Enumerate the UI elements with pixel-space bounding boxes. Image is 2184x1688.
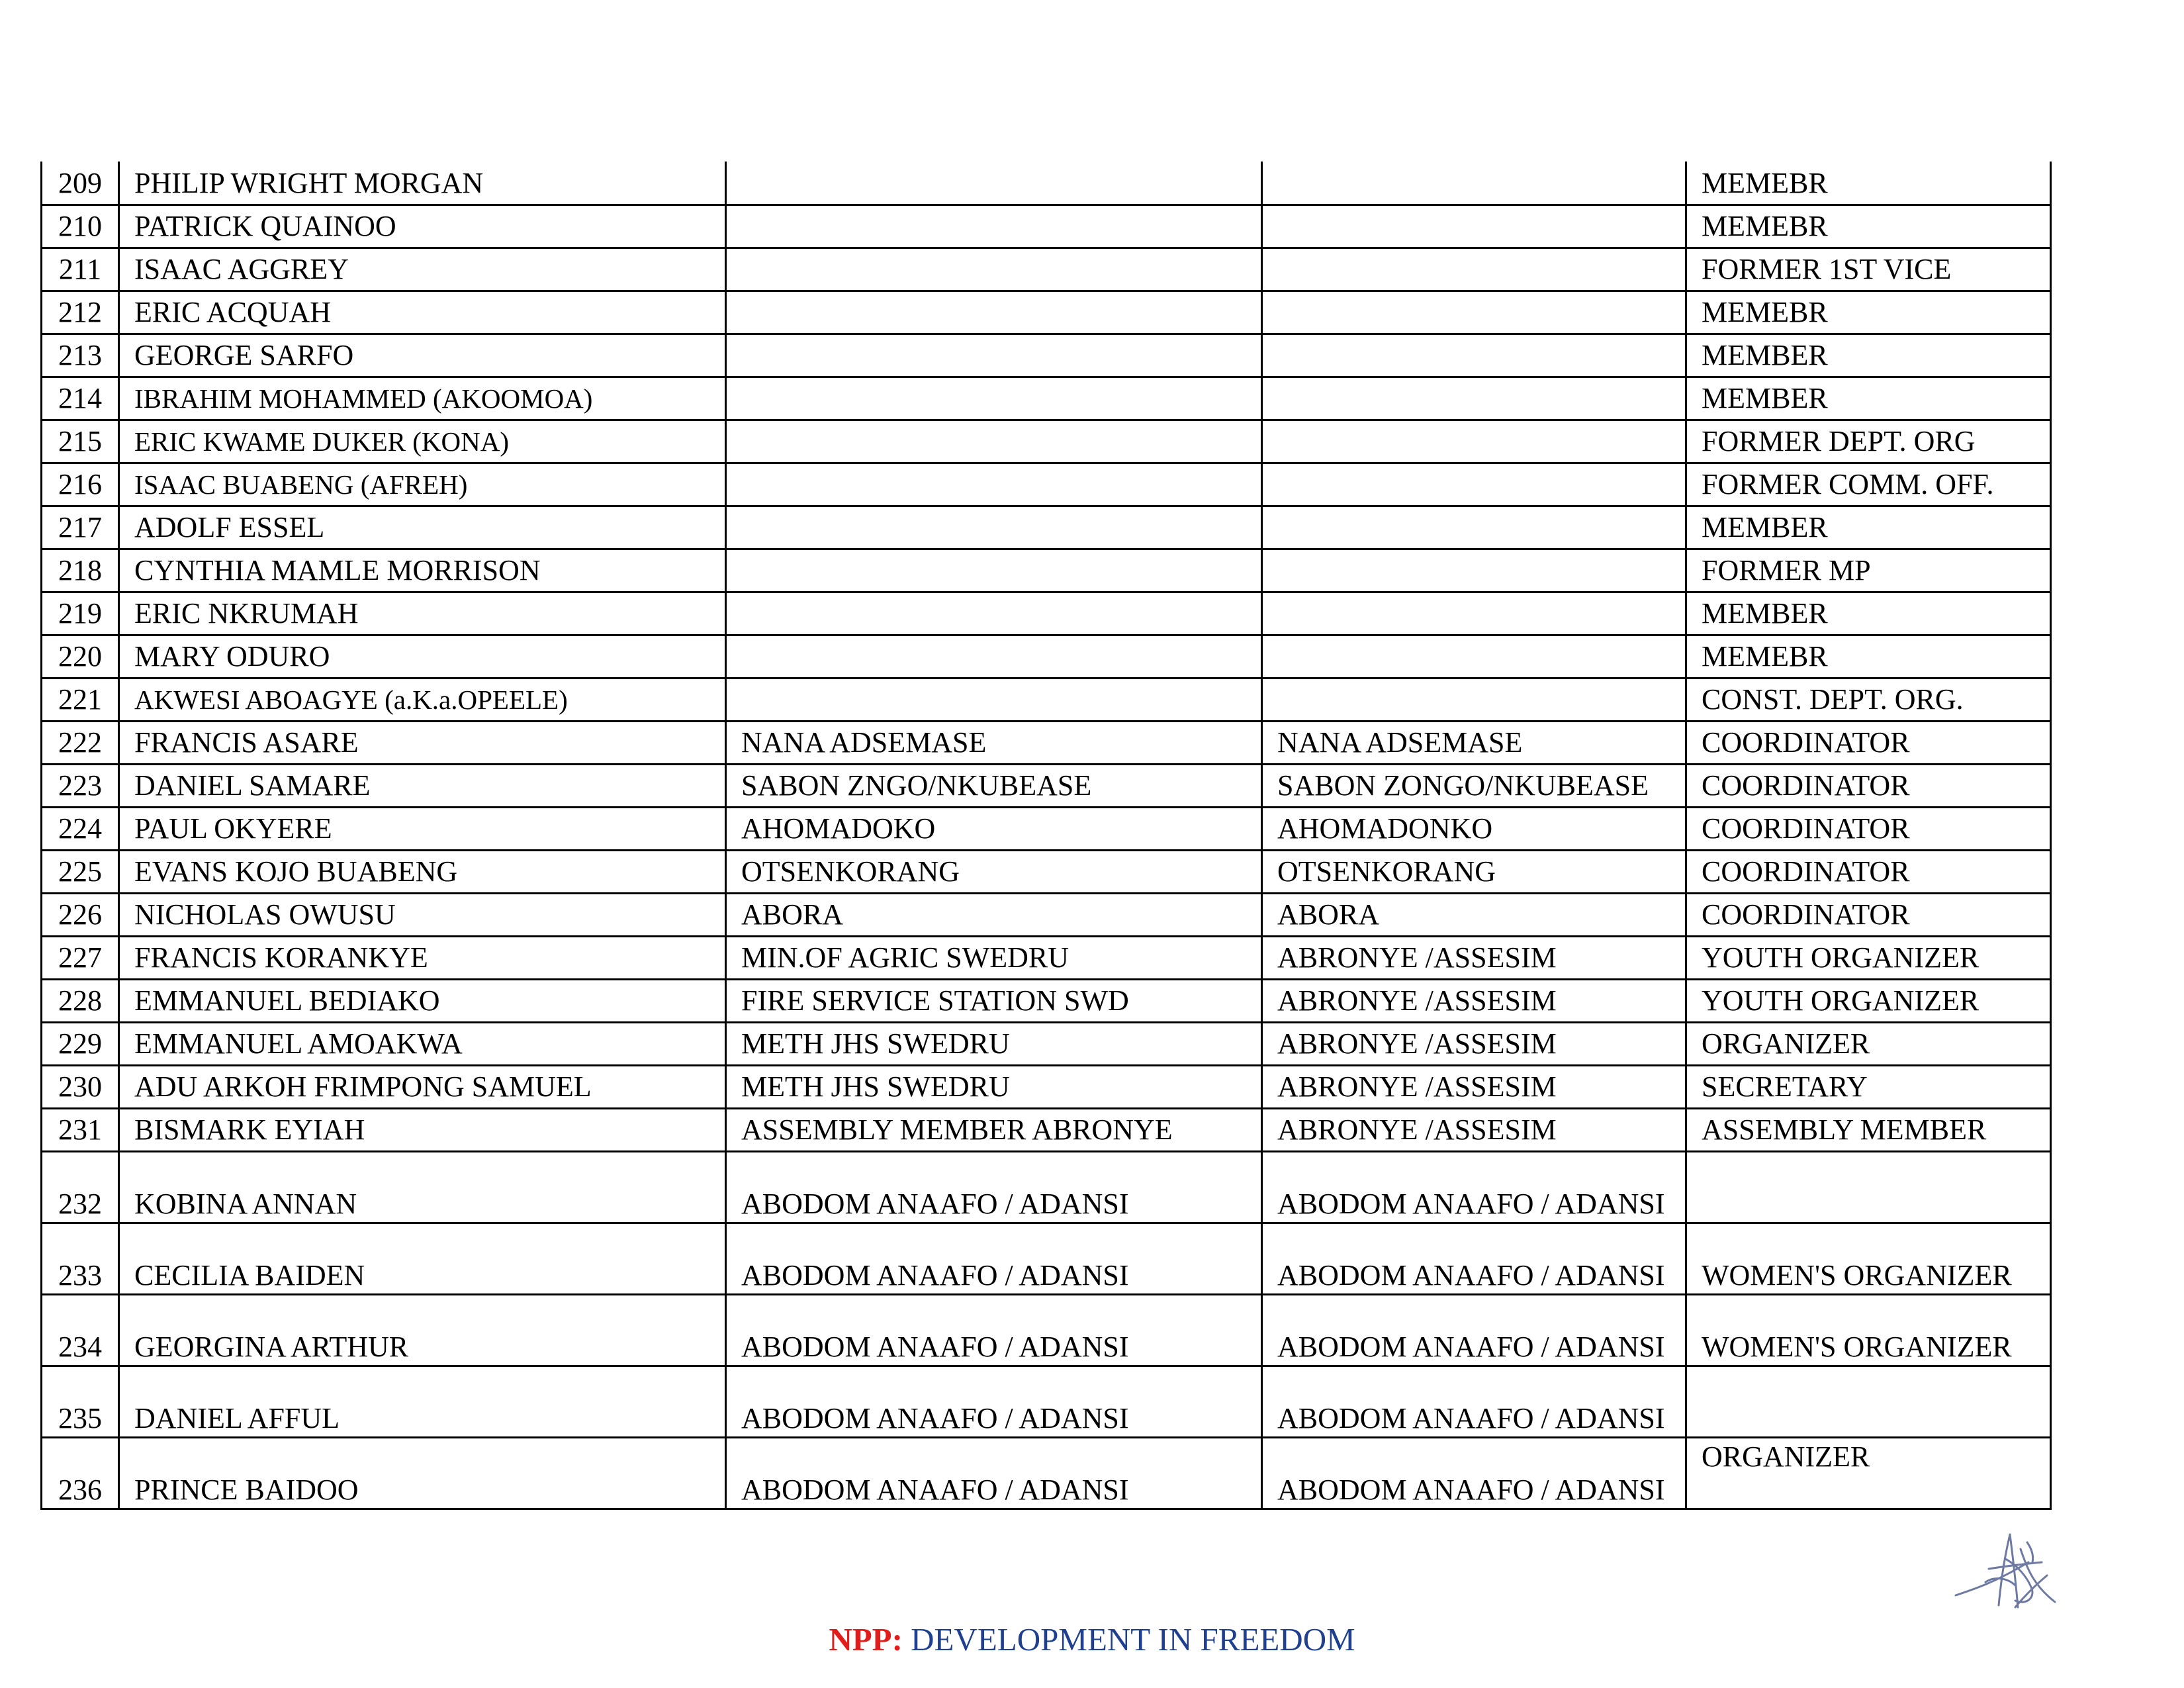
cell-serial-number: [42, 248, 119, 291]
table-row: [42, 334, 2051, 377]
cell-serial-number: [42, 721, 119, 764]
cell-name: [119, 205, 726, 248]
cell-name-text: KOBINA ANNAN: [134, 1187, 357, 1220]
cell-name-text: PRINCE BAIDOO: [134, 1473, 359, 1506]
cell-polling-station-text: ABODOM ANAAFO / ADANSI: [1277, 1473, 1665, 1506]
table-row: [42, 1151, 2051, 1223]
cell-name-text: ERIC NKRUMAH: [134, 596, 359, 630]
cell-name-text: EVANS KOJO BUABENG: [134, 855, 458, 888]
cell-location: [726, 635, 1262, 678]
cell-position-text: FORMER COMM. OFF.: [1702, 467, 1994, 500]
cell-name-text: MARY ODURO: [134, 639, 330, 673]
cell-serial-number: [42, 420, 119, 463]
cell-position: [1686, 1294, 2051, 1366]
cell-position: [1686, 678, 2051, 721]
cell-position: [1686, 936, 2051, 979]
cell-location: [726, 162, 1262, 205]
cell-polling-station: [1262, 506, 1686, 549]
cell-serial-number: [42, 1108, 119, 1151]
cell-polling-station-text: ABORA: [1277, 898, 1380, 931]
cell-position: [1686, 205, 2051, 248]
table-row: [42, 678, 2051, 721]
cell-name-text: DANIEL AFFUL: [134, 1401, 340, 1434]
cell-serial-number-text: 231: [58, 1113, 102, 1146]
cell-polling-station-text: ABODOM ANAAFO / ADANSI: [1277, 1187, 1665, 1220]
cell-polling-station-text: ABRONYE /ASSESIM: [1277, 1113, 1557, 1146]
cell-polling-station: [1262, 162, 1686, 205]
table-row: [42, 936, 2051, 979]
cell-position: [1686, 334, 2051, 377]
cell-polling-station: [1262, 1366, 1686, 1437]
cell-name: [119, 1151, 726, 1223]
cell-position: [1686, 850, 2051, 893]
table-row: [42, 506, 2051, 549]
cell-name-text: GEORGINA ARTHUR: [134, 1330, 409, 1363]
cell-polling-station-text: AHOMADONKO: [1277, 812, 1493, 845]
table-row: [42, 979, 2051, 1022]
cell-location: [726, 506, 1262, 549]
cell-location: [726, 1294, 1262, 1366]
cell-serial-number-text: 215: [58, 424, 102, 457]
cell-polling-station: [1262, 1065, 1686, 1108]
cell-polling-station: [1262, 764, 1686, 807]
cell-position: [1686, 506, 2051, 549]
cell-name: [119, 506, 726, 549]
cell-serial-number: [42, 1065, 119, 1108]
cell-location-text: METH JHS SWEDRU: [741, 1070, 1010, 1103]
cell-location-text: AHOMADOKO: [741, 812, 936, 845]
cell-position-text: MEMBER: [1702, 596, 1828, 630]
cell-serial-number: [42, 936, 119, 979]
cell-location: [726, 377, 1262, 420]
cell-location-text: ABODOM ANAAFO / ADANSI: [741, 1187, 1129, 1220]
cell-position: [1686, 721, 2051, 764]
cell-serial-number: [42, 850, 119, 893]
table-row: [42, 205, 2051, 248]
table-row: [42, 635, 2051, 678]
cell-serial-number-text: 234: [58, 1330, 102, 1363]
cell-name: [119, 1223, 726, 1294]
cell-position: [1686, 248, 2051, 291]
cell-polling-station-text: ABODOM ANAAFO / ADANSI: [1277, 1401, 1665, 1434]
cell-polling-station: [1262, 205, 1686, 248]
cell-name: [119, 162, 726, 205]
cell-serial-number-text: 218: [58, 553, 102, 586]
table-row: [42, 248, 2051, 291]
table-row: [42, 1294, 2051, 1366]
cell-name-text: ERIC KWAME DUKER (KONA): [134, 426, 509, 457]
table-row: [42, 764, 2051, 807]
cell-name-text: AKWESI ABOAGYE (a.K.a.OPEELE): [134, 684, 568, 715]
table-row: [42, 1223, 2051, 1294]
cell-name: [119, 979, 726, 1022]
cell-name-text: DANIEL SAMARE: [134, 769, 371, 802]
cell-polling-station: [1262, 635, 1686, 678]
cell-polling-station-text: ABRONYE /ASSESIM: [1277, 941, 1557, 974]
cell-serial-number-text: 213: [58, 338, 102, 371]
table-row: [42, 1022, 2051, 1065]
cell-position-text: CONST. DEPT. ORG.: [1702, 682, 1964, 716]
table-row: [42, 377, 2051, 420]
table-row: [42, 420, 2051, 463]
cell-location: [726, 979, 1262, 1022]
table-row: [42, 162, 2051, 205]
table-row: [42, 1108, 2051, 1151]
table-row: [42, 549, 2051, 592]
cell-location: [726, 721, 1262, 764]
cell-name: [119, 1437, 726, 1509]
signature-mark: [1949, 1523, 2062, 1622]
cell-position: [1686, 463, 2051, 506]
cell-name-text: ISAAC BUABENG (AFREH): [134, 469, 468, 500]
cell-location-text: METH JHS SWEDRU: [741, 1027, 1010, 1060]
cell-polling-station-text: ABRONYE /ASSESIM: [1277, 1070, 1557, 1103]
cell-location-text: ABODOM ANAAFO / ADANSI: [741, 1258, 1129, 1291]
cell-location-text: MIN.OF AGRIC SWEDRU: [741, 941, 1069, 974]
cell-location: [726, 420, 1262, 463]
cell-position-text: WOMEN'S ORGANIZER: [1702, 1258, 2012, 1291]
table-row: [42, 893, 2051, 936]
cell-polling-station: [1262, 1437, 1686, 1509]
cell-name: [119, 1294, 726, 1366]
cell-serial-number-text: 230: [58, 1070, 102, 1103]
cell-location-text: NANA ADSEMASE: [741, 726, 987, 759]
cell-serial-number: [42, 291, 119, 334]
cell-serial-number-text: 227: [58, 941, 102, 974]
cell-name-text: PHILIP WRIGHT MORGAN: [134, 166, 484, 199]
cell-location-text: ABORA: [741, 898, 844, 931]
cell-location: [726, 1437, 1262, 1509]
cell-position: [1686, 291, 2051, 334]
cell-location: [726, 1065, 1262, 1108]
cell-name-text: BISMARK EYIAH: [134, 1113, 365, 1146]
cell-name: [119, 936, 726, 979]
cell-location: [726, 1151, 1262, 1223]
cell-serial-number-text: 228: [58, 984, 102, 1017]
table-row: [42, 291, 2051, 334]
cell-polling-station: [1262, 893, 1686, 936]
cell-name: [119, 248, 726, 291]
cell-serial-number: [42, 807, 119, 850]
cell-polling-station-text: ABRONYE /ASSESIM: [1277, 984, 1557, 1017]
cell-serial-number-text: 212: [58, 295, 102, 328]
cell-location: [726, 248, 1262, 291]
cell-position: [1686, 549, 2051, 592]
cell-position: [1686, 592, 2051, 635]
cell-serial-number-text: 211: [58, 252, 102, 285]
cell-serial-number-text: 209: [58, 166, 102, 199]
cell-position-text: COORDINATOR: [1702, 898, 1910, 931]
cell-position: [1686, 635, 2051, 678]
cell-polling-station: [1262, 807, 1686, 850]
cell-position-text: MEMEBR: [1702, 295, 1828, 328]
cell-position: [1686, 1065, 2051, 1108]
cell-serial-number: [42, 549, 119, 592]
cell-location: [726, 463, 1262, 506]
cell-serial-number-text: 225: [58, 855, 102, 888]
cell-name: [119, 893, 726, 936]
cell-serial-number: [42, 377, 119, 420]
cell-location-text: ABODOM ANAAFO / ADANSI: [741, 1330, 1129, 1363]
cell-name: [119, 463, 726, 506]
cell-name: [119, 1366, 726, 1437]
cell-name-text: EMMANUEL BEDIAKO: [134, 984, 440, 1017]
cell-position-text: MEMBER: [1702, 381, 1828, 414]
cell-serial-number-text: 222: [58, 726, 102, 759]
cell-polling-station: [1262, 850, 1686, 893]
cell-name-text: PAUL OKYERE: [134, 812, 332, 845]
cell-name-text: EMMANUEL AMOAKWA: [134, 1027, 463, 1060]
cell-serial-number-text: 235: [58, 1401, 102, 1434]
cell-polling-station: [1262, 721, 1686, 764]
cell-position-text: WOMEN'S ORGANIZER: [1702, 1330, 2012, 1363]
cell-position-text: COORDINATOR: [1702, 812, 1910, 845]
cell-polling-station: [1262, 1294, 1686, 1366]
cell-polling-station: [1262, 592, 1686, 635]
cell-position-text: MEMBER: [1702, 338, 1828, 371]
cell-name: [119, 807, 726, 850]
cell-name: [119, 1108, 726, 1151]
cell-position-text: COORDINATOR: [1702, 769, 1910, 802]
cell-name: [119, 377, 726, 420]
cell-serial-number-text: 226: [58, 898, 102, 931]
cell-polling-station-text: ABODOM ANAAFO / ADANSI: [1277, 1258, 1665, 1291]
cell-polling-station: [1262, 979, 1686, 1022]
cell-location: [726, 549, 1262, 592]
cell-name-text: IBRAHIM MOHAMMED (AKOOMOA): [134, 383, 593, 414]
cell-name-text: NICHOLAS OWUSU: [134, 898, 396, 931]
cell-location: [726, 291, 1262, 334]
cell-serial-number: [42, 592, 119, 635]
cell-name-text: GEORGE SARFO: [134, 338, 354, 371]
cell-name: [119, 635, 726, 678]
cell-position-text: MEMEBR: [1702, 209, 1828, 242]
footer-slogan: [0, 1620, 2184, 1658]
cell-name: [119, 592, 726, 635]
cell-polling-station-text: OTSENKORANG: [1277, 855, 1496, 888]
cell-polling-station: [1262, 678, 1686, 721]
cell-polling-station: [1262, 334, 1686, 377]
cell-name: [119, 1022, 726, 1065]
cell-serial-number-text: 232: [58, 1187, 102, 1220]
cell-serial-number-text: 233: [58, 1258, 102, 1291]
cell-position-text: FORMER 1ST VICE: [1702, 252, 1952, 285]
cell-name-text: FRANCIS KORANKYE: [134, 941, 428, 974]
cell-name-text: FRANCIS ASARE: [134, 726, 359, 759]
cell-serial-number: [42, 162, 119, 205]
cell-name: [119, 764, 726, 807]
cell-serial-number: [42, 678, 119, 721]
cell-name-text: ADOLF ESSEL: [134, 510, 325, 543]
cell-location-text: ABODOM ANAAFO / ADANSI: [741, 1473, 1129, 1506]
table-row: [42, 463, 2051, 506]
cell-serial-number: [42, 334, 119, 377]
cell-polling-station-text: SABON ZONGO/NKUBEASE: [1277, 769, 1649, 802]
cell-position-text: YOUTH ORGANIZER: [1702, 984, 1979, 1017]
cell-serial-number: [42, 635, 119, 678]
cell-polling-station-text: ABRONYE /ASSESIM: [1277, 1027, 1557, 1060]
cell-polling-station-text: NANA ADSEMASE: [1277, 726, 1523, 759]
cell-location: [726, 205, 1262, 248]
cell-position-text: COORDINATOR: [1702, 726, 1910, 759]
cell-location: [726, 807, 1262, 850]
cell-serial-number: [42, 1437, 119, 1509]
cell-serial-number: [42, 979, 119, 1022]
cell-serial-number-text: 224: [58, 812, 102, 845]
cell-location-text: OTSENKORANG: [741, 855, 960, 888]
cell-name-text: CECILIA BAIDEN: [134, 1258, 365, 1291]
cell-position: [1686, 893, 2051, 936]
cell-location: [726, 334, 1262, 377]
cell-name: [119, 334, 726, 377]
cell-serial-number-text: 216: [58, 467, 102, 500]
members-table-body: [42, 162, 2051, 1509]
cell-position: [1686, 807, 2051, 850]
cell-name-text: ISAAC AGGREY: [134, 252, 349, 285]
cell-polling-station: [1262, 1108, 1686, 1151]
cell-polling-station: [1262, 248, 1686, 291]
cell-location: [726, 1108, 1262, 1151]
cell-position: [1686, 377, 2051, 420]
cell-name: [119, 850, 726, 893]
cell-polling-station: [1262, 936, 1686, 979]
cell-position: [1686, 1437, 2051, 1509]
cell-position-text: FORMER DEPT. ORG: [1702, 424, 1976, 457]
table-row: [42, 850, 2051, 893]
members-table: [40, 162, 2052, 1510]
cell-position-text: MEMEBR: [1702, 639, 1828, 673]
table-row: [42, 1437, 2051, 1509]
cell-serial-number: [42, 764, 119, 807]
cell-name: [119, 1065, 726, 1108]
cell-serial-number: [42, 1022, 119, 1065]
cell-serial-number: [42, 893, 119, 936]
cell-serial-number-text: 223: [58, 769, 102, 802]
cell-serial-number: [42, 463, 119, 506]
cell-name-text: PATRICK QUAINOO: [134, 209, 396, 242]
cell-name-text: ERIC ACQUAH: [134, 295, 332, 328]
cell-serial-number-text: 220: [58, 639, 102, 673]
cell-serial-number-text: 219: [58, 596, 102, 630]
table-row: [42, 592, 2051, 635]
cell-location: [726, 850, 1262, 893]
cell-serial-number: [42, 1294, 119, 1366]
cell-position: [1686, 764, 2051, 807]
cell-polling-station: [1262, 1022, 1686, 1065]
cell-polling-station: [1262, 291, 1686, 334]
cell-location: [726, 592, 1262, 635]
cell-location: [726, 936, 1262, 979]
cell-name: [119, 721, 726, 764]
cell-position-text: FORMER MP: [1702, 553, 1871, 586]
cell-polling-station: [1262, 1223, 1686, 1294]
cell-position: [1686, 1022, 2051, 1065]
cell-position-text: COORDINATOR: [1702, 855, 1910, 888]
cell-polling-station-text: ABODOM ANAAFO / ADANSI: [1277, 1330, 1665, 1363]
cell-polling-station: [1262, 377, 1686, 420]
cell-serial-number: [42, 1151, 119, 1223]
footer-motto: DEVELOPMENT IN FREEDOM: [911, 1621, 1355, 1658]
cell-position: [1686, 162, 2051, 205]
cell-position: [1686, 1108, 2051, 1151]
cell-location: [726, 1022, 1262, 1065]
cell-serial-number-text: 236: [58, 1473, 102, 1506]
cell-serial-number-text: 221: [58, 682, 102, 716]
table-row: [42, 1065, 2051, 1108]
cell-polling-station: [1262, 463, 1686, 506]
cell-name: [119, 291, 726, 334]
cell-position-text: ORGANIZER: [1702, 1440, 1870, 1473]
cell-location-text: SABON ZNGO/NKUBEASE: [741, 769, 1092, 802]
cell-location-text: ABODOM ANAAFO / ADANSI: [741, 1401, 1129, 1434]
cell-position-text: ORGANIZER: [1702, 1027, 1870, 1060]
cell-serial-number-text: 210: [58, 209, 102, 242]
cell-position-text: MEMEBR: [1702, 166, 1828, 199]
cell-name: [119, 678, 726, 721]
cell-position: [1686, 979, 2051, 1022]
footer-party-name: NPP:: [829, 1621, 903, 1658]
cell-name: [119, 549, 726, 592]
cell-location: [726, 1223, 1262, 1294]
cell-location: [726, 764, 1262, 807]
cell-name-text: ADU ARKOH FRIMPONG SAMUEL: [134, 1070, 592, 1103]
cell-polling-station: [1262, 549, 1686, 592]
cell-location: [726, 893, 1262, 936]
cell-location: [726, 1366, 1262, 1437]
cell-serial-number: [42, 1223, 119, 1294]
cell-polling-station: [1262, 420, 1686, 463]
cell-location-text: FIRE SERVICE STATION SWD: [741, 984, 1129, 1017]
cell-serial-number: [42, 205, 119, 248]
cell-serial-number-text: 229: [58, 1027, 102, 1060]
cell-location-text: ASSEMBLY MEMBER ABRONYE: [741, 1113, 1173, 1146]
table-row: [42, 721, 2051, 764]
cell-serial-number-text: 217: [58, 510, 102, 543]
cell-location: [726, 678, 1262, 721]
cell-position-text: MEMBER: [1702, 510, 1828, 543]
cell-position: [1686, 420, 2051, 463]
cell-name-text: CYNTHIA MAMLE MORRISON: [134, 553, 541, 586]
cell-name: [119, 420, 726, 463]
cell-position: [1686, 1223, 2051, 1294]
table-row: [42, 1366, 2051, 1437]
cell-serial-number: [42, 506, 119, 549]
cell-position: [1686, 1151, 2051, 1223]
table-row: [42, 807, 2051, 850]
cell-position: [1686, 1366, 2051, 1437]
cell-serial-number: [42, 1366, 119, 1437]
cell-position-text: SECRETARY: [1702, 1070, 1868, 1103]
cell-position-text: YOUTH ORGANIZER: [1702, 941, 1979, 974]
cell-position-text: ASSEMBLY MEMBER: [1702, 1113, 1987, 1146]
cell-serial-number-text: 214: [58, 381, 102, 414]
cell-polling-station: [1262, 1151, 1686, 1223]
